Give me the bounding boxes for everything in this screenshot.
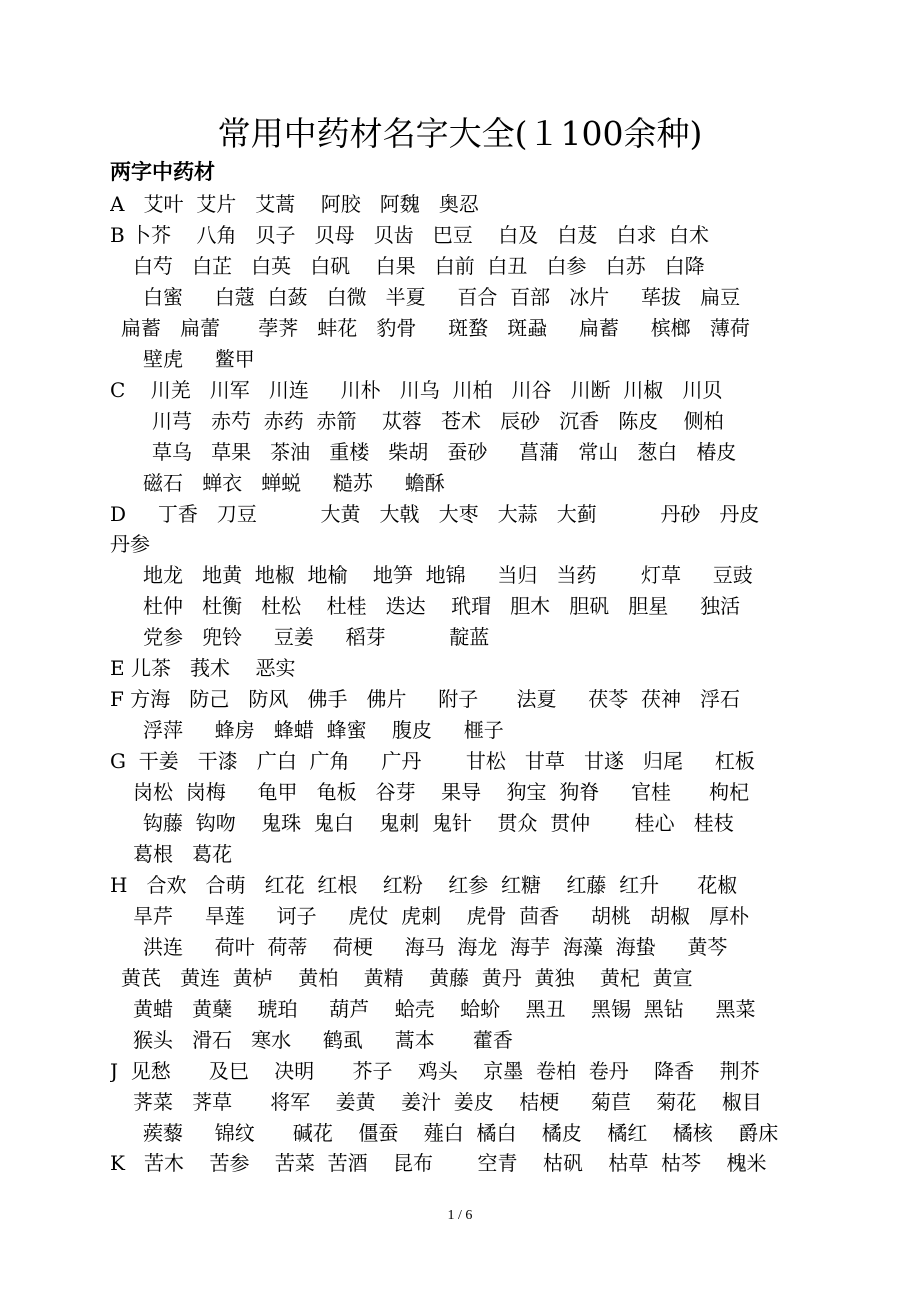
herb-line: 党参 兜铃 豆姜 稻芽 靛蓝 [143,625,490,649]
page-number: 1 / 6 [447,1208,473,1223]
herb-line: 扁蓄 扁蕾 荸荠 蚌花 豹骨 斑蝥 斑蝨 扁蓄 槟榔 薄荷 [121,316,750,340]
herb-line: 壁虎 鳖甲 [143,347,255,371]
herb-line: 葛根 葛花 [133,842,233,866]
herb-line: 地龙 地黄 地椒 地榆 地笋 地锦 当归 当药 灯草 豆豉 [143,563,753,587]
herb-line: 川芎 赤芍 赤药 赤箭 苁蓉 苍术 辰砂 沉香 陈皮 侧柏 [152,409,724,433]
herb-line: F 方海 防己 防风 佛手 佛片 附子 法夏 茯苓 茯神 浮石 [110,687,741,711]
herb-line: 钩藤 钩吻 鬼珠 鬼白 鬼刺 鬼针 贯众 贯仲 桂心 桂枝 [143,811,734,835]
herb-line: 黄蜡 黄蘖 琥珀 葫芦 蛤壳 蛤蚧 黑丑 黑锡 黑钻 黑菜 [133,997,756,1021]
herb-line: E 儿茶 莪术 恶实 [110,656,296,680]
herb-line: G 干姜 干漆 广白 广角 广丹 甘松 甘草 甘遂 归尾 杠板 [110,749,755,773]
herb-line: 猴头 滑石 寒水 鹤虱 蒿本 藿香 [133,1028,513,1052]
herb-line: 蒺藜 锦纹 碱花 僵蚕 薤白 橘白 橘皮 橘红 橘核 爵床 [143,1121,779,1145]
document-title: 常用中药材名字大全(１100余种) [217,114,703,153]
herb-line: 浮萍 蜂房 蜂蜡 蜂蜜 腹皮 榧子 [143,718,504,742]
herb-line: 荠菜 荠草 将军 姜黄 姜汁 姜皮 桔梗 菊苣 菊花 椒目 [133,1090,762,1114]
herb-line: J 见愁 及巳 决明 芥子 鸡头 京墨 卷柏 卷丹 降香 荆芥 [110,1059,760,1083]
herb-line: B 卜芥 八角 贝子 贝母 贝齿 巴豆 白及 白芨 白求 白术 [110,223,710,247]
herb-line: 白芍 白芷 白英 白矾 白果 白前 白丑 白参 白苏 白降 [133,254,705,278]
herb-line: 旱芹 旱莲 诃子 虎仗 虎刺 虎骨 茴香 胡桃 胡椒 厚朴 [133,904,750,928]
herb-line: 黄芪 黄连 黄栌 黄柏 黄精 黄藤 黄丹 黄独 黄杞 黄宣 [121,966,693,990]
herb-line: H 合欢 合萌 红花 红根 红粉 红参 红糖 红藤 红升 花椒 [110,873,738,897]
herb-line: 岗松 岗梅 龟甲 龟板 谷芽 果导 狗宝 狗脊 官桂 枸杞 [133,780,750,804]
herb-line: 草乌 草果 茶油 重楼 柴胡 蚕砂 菖蒲 常山 葱白 椿皮 [152,440,737,464]
herb-line: K 苦木 苦参 苦菜 苦酒 昆布 空青 枯矾 枯草 枯芩 槐米 [110,1151,767,1175]
herb-line: A 艾叶 艾片 艾蒿 阿胶 阿魏 奥忍 [110,192,479,216]
herb-line: 洪连 荷叶 荷蒂 荷梗 海马 海龙 海芋 海藻 海蛰 黄芩 [143,935,728,959]
herb-line: 丹参 [110,532,150,556]
herb-line: 杜仲 杜衡 杜松 杜桂 迭达 玳瑁 胆木 胆矾 胆星 独活 [143,594,741,618]
section-heading: 两字中药材 [110,160,215,184]
herb-line: D 丁香 刀豆 大黄 大戟 大枣 大蒜 大蓟 丹砂 丹皮 [110,502,760,526]
herb-line: 白蜜 白蔻 白蔹 白微 半夏 百合 百部 冰片 荜拔 扁豆 [143,285,741,309]
herb-line: 磁石 蝉衣 蝉蜕 糙苏 蟾酥 [143,471,445,495]
herb-line: C 川羌 川军 川连 川朴 川乌 川柏 川谷 川断 川椒 川贝 [110,378,723,402]
